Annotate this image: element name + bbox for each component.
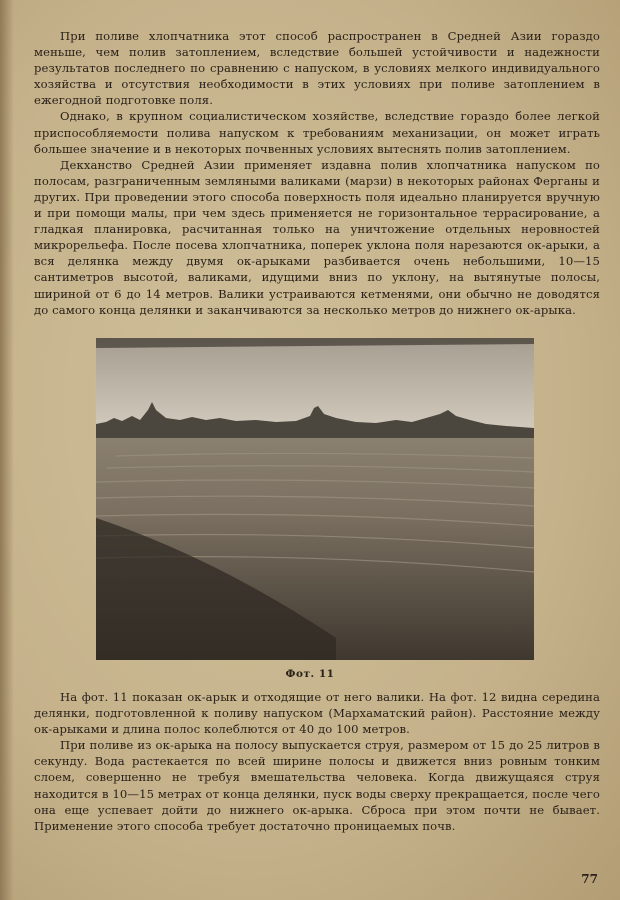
paragraph-4: На фот. 11 показан ок-арык и отходящие от него валики. На фот. 12 видна середина делянки, подготовленной к поливу напуском (Мархаматский район). Расстояние между ок-арыками и длина полос колеблются от 40 до 100 метров. xyxy=(34,690,600,737)
paragraph-3: Декханство Средней Азии применяет издавна полив хлопчатника напуском по полосам, разграниченным земляными валиками (марзи) в некоторых районах Ферганы и других. При проведении этого способа поверхность поля идеально планируется вручную и при помощи малы, при чем здесь применяется не горизонтальное террасирование, а гладкая планировка, расчитанная только на уничтожение отдельных неровностей микрорельефа. После посева хлопчатника, поперек уклона поля нарезаются ок-арыки, а вся делянка между двумя ок-арыками разбивается очень небольшими, 10—15 сантиметров высотой, валиками, идущими вниз по уклону, на вытянутые полосы, шириной от 6 до 14 метров. Валики устраиваются кетменями, они обычно не доводятся до самого конца делянки и заканчиваются за несколько метров до нижнего ок-арыка. xyxy=(34,157,600,317)
photo-caption: Фот. 11 xyxy=(285,668,335,680)
field-photo xyxy=(96,338,534,660)
paragraph-1: При поливе хлопчатника этот способ распространен в Средней Азии гораздо меньше, чем полив затоплением, вследствие большей устойчивости и надежности результатов последнего по сравнению с напуском, в условиях мелкого индивидуального хозяйства и отсутствия необходимости в этих условиях при поливе затоплением в ежегодной подготовке поля. xyxy=(34,29,600,108)
paragraph-5: При поливе из ок-арыка на полосу выпускается струя, размером от 15 до 25 литров в секунду. Вода растекается по всей ширине полосы и движется вниз ровным тонким слоем, совершенно не требуя вмешательства человека. Когда движущаяся струя находится в 10—15 метрах от конца делянки, пуск воды сверху прекращается, после чего она еще успевает дойти до нижнего ок-арыка. Сброса при этом почти не бывает. Применение этого способа требует достаточно проницаемых почв. xyxy=(34,738,600,833)
bottom-text-block xyxy=(34,689,600,834)
page-binding-shadow xyxy=(0,0,14,900)
paragraph-2: Однако, в крупном социалистическом хозяйстве, вследствие гораздо более легкой приспособляемости полива напуском к требованиям механизации, он может играть большее значение и в некоторых почвенных условиях вытеснять полив затоплением. xyxy=(34,109,600,156)
field-photo-image xyxy=(96,338,534,660)
top-text-block xyxy=(34,28,600,318)
page-number: 77 xyxy=(581,872,598,886)
